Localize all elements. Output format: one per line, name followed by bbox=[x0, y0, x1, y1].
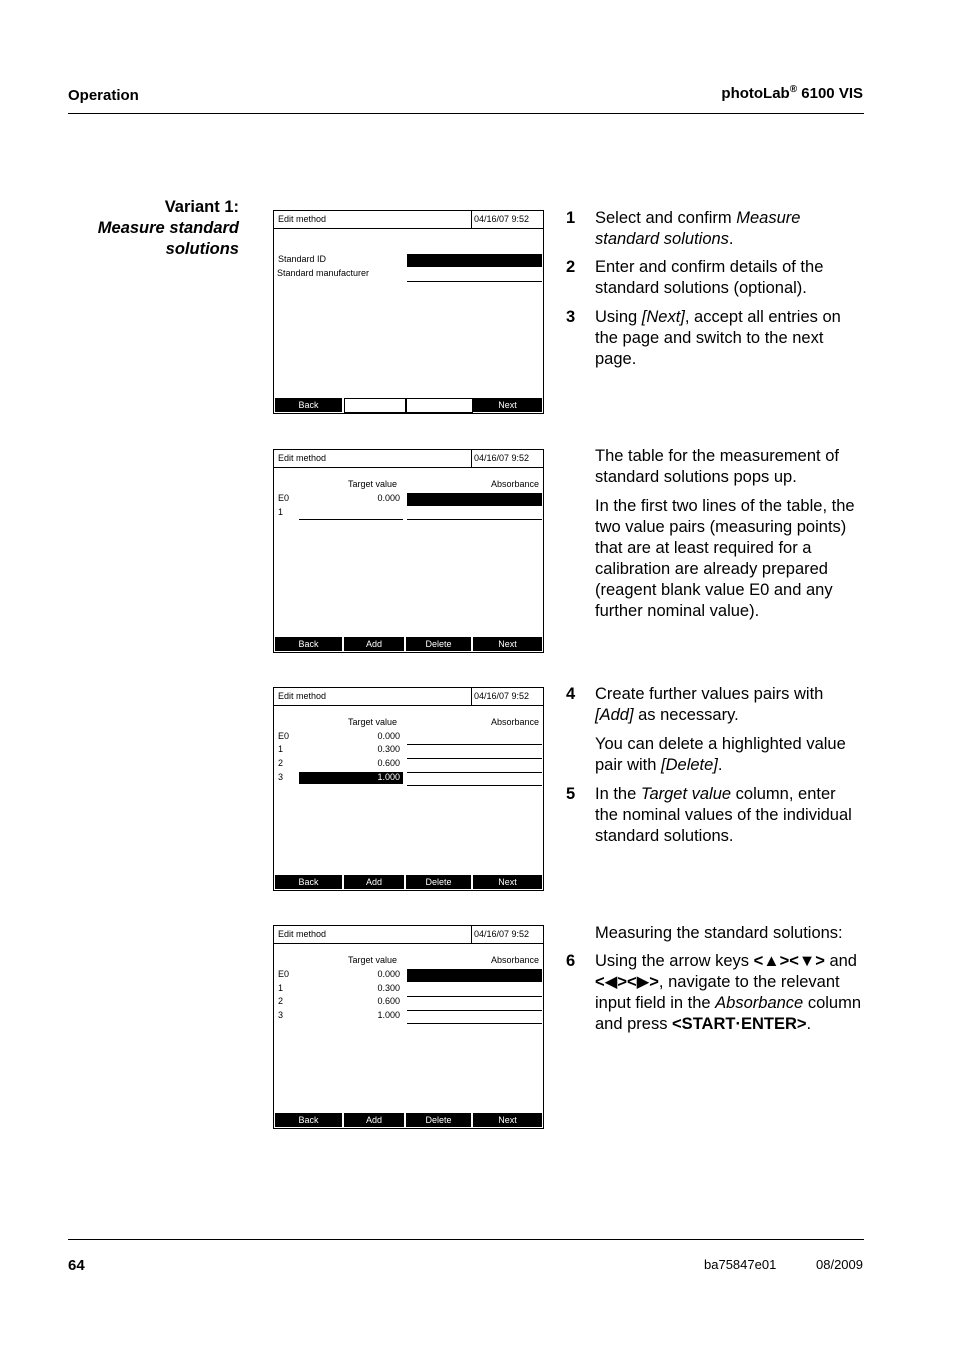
step-text-part: Using the arrow keys bbox=[595, 952, 754, 970]
paragraph-text-part: You can delete a highlighted value pair with bbox=[595, 735, 846, 774]
paragraph-text-part: . bbox=[717, 756, 723, 774]
softkey-2[interactable] bbox=[344, 398, 406, 413]
screen-title-bar bbox=[274, 211, 472, 229]
step-text-part: Using bbox=[595, 308, 642, 326]
row-target-selected: 1.000 bbox=[377, 772, 400, 782]
absorbance-field[interactable] bbox=[407, 785, 542, 786]
absorbance-field[interactable] bbox=[407, 519, 542, 520]
row-target: 0.300 bbox=[377, 983, 400, 993]
row-label: 1 bbox=[278, 983, 284, 993]
col-target-value: Target value bbox=[348, 479, 398, 489]
screen-1 bbox=[273, 210, 544, 414]
screen-title: Edit method bbox=[278, 214, 327, 224]
step-text-part: . bbox=[806, 1015, 812, 1033]
step-number: 3 bbox=[566, 308, 576, 326]
row-label: 2 bbox=[278, 758, 284, 768]
softkey-add[interactable]: Add bbox=[344, 875, 404, 889]
header-section: Operation bbox=[68, 87, 139, 104]
softkey-next[interactable]: Next bbox=[473, 875, 542, 889]
softkey-3[interactable] bbox=[406, 398, 473, 413]
target-field[interactable] bbox=[299, 519, 403, 520]
standard-manufacturer-field[interactable] bbox=[407, 281, 542, 282]
variant-label: Variant 1: bbox=[164, 198, 239, 216]
absorbance-field[interactable] bbox=[407, 758, 542, 759]
step-text-italic: [Next] bbox=[641, 308, 685, 326]
row-label: E0 bbox=[278, 969, 290, 979]
absorbance-field[interactable] bbox=[407, 1023, 542, 1024]
screen-time: 04/16/07 9:52 bbox=[474, 929, 530, 939]
row-target: 0.300 bbox=[377, 744, 400, 754]
screen-4 bbox=[273, 925, 544, 1129]
step-text-part: , accept all entries on the page and switch to the next page. bbox=[595, 308, 841, 368]
variant-heading bbox=[60, 197, 239, 260]
softkey-add[interactable]: Add bbox=[344, 1113, 404, 1127]
softkey-add[interactable]: Add bbox=[344, 637, 404, 651]
step-text: Enter and confirm details of the standard solutions (optional). bbox=[595, 258, 824, 297]
paragraph-text: Measuring the standard solutions: bbox=[595, 924, 843, 942]
start-enter-key: <START·ENTER> bbox=[672, 1015, 807, 1033]
row-target: 1.000 bbox=[377, 1010, 400, 1020]
row-target: 0.600 bbox=[377, 758, 400, 768]
screen-title-bar bbox=[274, 450, 472, 468]
absorbance-field[interactable] bbox=[407, 996, 542, 997]
row-label: 2 bbox=[278, 996, 284, 1006]
col-target-value: Target value bbox=[348, 717, 398, 727]
paragraph-text bbox=[595, 734, 863, 776]
screen-title: Edit method bbox=[278, 691, 327, 701]
row-label: E0 bbox=[278, 493, 290, 503]
step-text-part: Select and confirm bbox=[595, 209, 737, 227]
step-text-italic: [Add] bbox=[595, 706, 634, 724]
doc-date: 08/2009 bbox=[816, 1257, 863, 1272]
screen-2 bbox=[273, 449, 544, 653]
step-text-part: column, enter the nominal values of the individual standard solutions. bbox=[595, 785, 852, 845]
header-rule bbox=[68, 113, 864, 114]
row-label: 3 bbox=[278, 772, 284, 782]
step-number: 5 bbox=[566, 785, 576, 803]
col-absorbance: Absorbance bbox=[490, 717, 539, 727]
screen-time: 04/16/07 9:52 bbox=[474, 691, 530, 701]
screen-title: Edit method bbox=[278, 929, 327, 939]
softkey-bar bbox=[274, 637, 543, 652]
absorbance-field-selected[interactable] bbox=[407, 969, 542, 982]
softkey-bar bbox=[274, 398, 543, 413]
variant-title-1: Measure standard bbox=[97, 219, 239, 237]
absorbance-field[interactable] bbox=[407, 772, 542, 773]
row-target: 0.000 bbox=[377, 493, 400, 503]
col-target-value: Target value bbox=[348, 955, 398, 965]
softkey-next[interactable]: Next bbox=[473, 398, 542, 412]
screen-time-box bbox=[472, 688, 543, 706]
row-label: 1 bbox=[278, 507, 284, 517]
product-model: 6100 VIS bbox=[801, 85, 863, 102]
step-text bbox=[595, 208, 863, 250]
softkey-back[interactable]: Back bbox=[275, 637, 342, 651]
col-absorbance: Absorbance bbox=[490, 955, 539, 965]
footer-rule bbox=[68, 1239, 864, 1240]
screen-3 bbox=[273, 687, 544, 891]
softkey-back[interactable]: Back bbox=[275, 398, 342, 412]
absorbance-field-selected[interactable] bbox=[407, 493, 542, 506]
absorbance-field[interactable] bbox=[407, 744, 542, 745]
col-absorbance: Absorbance bbox=[490, 479, 539, 489]
screen-time: 04/16/07 9:52 bbox=[474, 453, 530, 463]
step-text-part: and bbox=[824, 952, 857, 970]
step-text-part: column and press bbox=[595, 994, 862, 1033]
step-text bbox=[595, 684, 863, 726]
step-text bbox=[595, 784, 863, 847]
row-target: 0.000 bbox=[377, 969, 400, 979]
step-text-italic: Absorbance bbox=[715, 994, 804, 1012]
softkey-next[interactable]: Next bbox=[473, 637, 542, 651]
softkey-delete[interactable]: Delete bbox=[406, 637, 471, 651]
row-target: 0.000 bbox=[377, 731, 400, 741]
step-number: 4 bbox=[566, 685, 576, 703]
screen-time: 04/16/07 9:52 bbox=[474, 214, 530, 224]
step-text-italic: Target value bbox=[640, 785, 732, 803]
step-text-part: Create further values pairs with bbox=[595, 685, 824, 703]
softkey-bar bbox=[274, 875, 543, 890]
arrow-up-down-keys: <▲><▼> bbox=[753, 952, 825, 970]
standard-id-field[interactable] bbox=[407, 254, 542, 267]
screen-time-box bbox=[472, 926, 543, 944]
screen-title: Edit method bbox=[278, 453, 327, 463]
variant-title-2: solutions bbox=[165, 240, 239, 258]
absorbance-field[interactable] bbox=[407, 1010, 542, 1011]
softkey-next[interactable]: Next bbox=[473, 1113, 542, 1127]
product-name: photoLab bbox=[721, 85, 790, 102]
row-label: 1 bbox=[278, 744, 284, 754]
page-number: 64 bbox=[68, 1257, 85, 1274]
step-number: 1 bbox=[566, 209, 576, 227]
step-text-part: , navigate to the relevant input field in the bbox=[595, 973, 840, 1012]
step-text-italic: Measure standard solutions bbox=[595, 209, 801, 248]
standard-id-label: Standard ID bbox=[278, 254, 327, 264]
step-number: 2 bbox=[566, 258, 576, 276]
step-text-part: In the bbox=[595, 785, 641, 803]
row-label: E0 bbox=[278, 731, 290, 741]
row-label: 3 bbox=[278, 1010, 284, 1020]
header-product bbox=[721, 84, 863, 102]
softkey-back[interactable]: Back bbox=[275, 1113, 342, 1127]
row-target: 0.600 bbox=[377, 996, 400, 1006]
softkey-delete[interactable]: Delete bbox=[406, 1113, 471, 1127]
softkey-delete[interactable]: Delete bbox=[406, 875, 471, 889]
doc-number: ba75847e01 bbox=[704, 1257, 777, 1272]
paragraph-text: The table for the measurement of standard solutions pops up. bbox=[595, 447, 839, 486]
softkey-bar bbox=[274, 1113, 543, 1128]
registered-mark: ® bbox=[789, 84, 798, 95]
screen-title-bar bbox=[274, 926, 472, 944]
standard-manufacturer-label: Standard manufacturer bbox=[277, 268, 370, 278]
screen-time-box bbox=[472, 450, 543, 468]
step-text bbox=[595, 951, 863, 1035]
step-text-part: as necessary. bbox=[633, 706, 739, 724]
step-text-part: . bbox=[728, 230, 734, 248]
paragraph-text-italic: [Delete] bbox=[661, 756, 718, 774]
softkey-back[interactable]: Back bbox=[275, 875, 342, 889]
arrow-left-right-keys: <◀><▶> bbox=[595, 973, 659, 991]
step-number: 6 bbox=[566, 952, 576, 970]
step-text bbox=[595, 307, 863, 370]
screen-title-bar bbox=[274, 688, 472, 706]
screen-time-box bbox=[472, 211, 543, 229]
paragraph-text: In the first two lines of the table, the two value pairs (measuring points) that are at least required for a calibration are already prepared (reagent blank value E0 and any further nominal value). bbox=[595, 497, 855, 620]
